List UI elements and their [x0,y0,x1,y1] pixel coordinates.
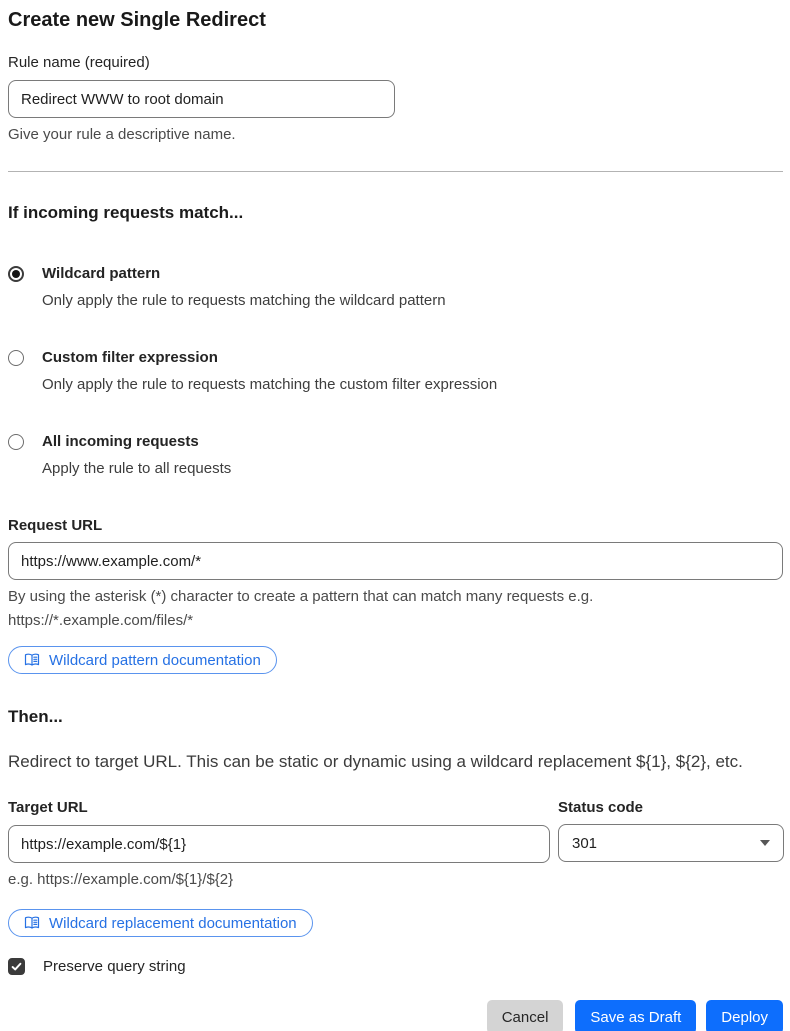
wildcard-pattern-documentation-button[interactable] [8,646,277,674]
target-url-input[interactable] [8,825,550,863]
rule-name-help: Give your rule a descriptive name. [8,126,236,143]
then-section-description: Redirect to target URL. This can be static or dynamic using a wildcard replacement ${1}, ${2}, etc. [8,752,743,771]
book-icon [24,915,40,931]
save-as-draft-button[interactable]: Save as Draft [575,1000,696,1031]
doc-button-label: Wildcard pattern documentation [49,651,261,669]
form-actions [8,1000,783,1031]
match-options-group [8,264,783,479]
preserve-query-string-option[interactable] [8,958,783,975]
radio-option-label: Wildcard pattern [42,265,161,282]
match-section-heading: If incoming requests match... [8,203,244,222]
section-divider [8,171,783,172]
status-code-select[interactable] [558,824,784,862]
status-code-label: Status code [558,799,644,816]
chevron-down-icon [760,840,770,846]
rule-name-input[interactable] [8,80,395,118]
radio-icon[interactable] [8,266,24,282]
radio-option-wildcard-pattern[interactable] [8,264,783,311]
checkbox-icon[interactable] [8,958,25,975]
radio-option-all-incoming-requests[interactable] [8,432,783,479]
radio-icon[interactable] [8,350,24,366]
radio-option-custom-filter-expression[interactable] [8,348,783,395]
request-url-help: By using the asterisk (*) character to create a pattern that can match many requests e.g. https://*.example.com/files/* [8,588,594,629]
preserve-query-string-label: Preserve query string [43,958,186,975]
request-url-label: Request URL [8,517,103,534]
then-section-heading: Then... [8,707,63,726]
radio-option-description: Apply the rule to all requests [42,460,232,477]
page-title: Create new Single Redirect [8,9,266,31]
radio-option-label: All incoming requests [42,433,199,450]
cancel-button[interactable]: Cancel [487,1000,564,1031]
status-code-selected-value: 301 [572,834,598,852]
radio-icon[interactable] [8,434,24,450]
doc-button-label: Wildcard replacement documentation [49,914,297,932]
radio-option-description: Only apply the rule to requests matching the custom filter expression [42,376,498,393]
target-and-status-row [8,798,783,892]
wildcard-replacement-documentation-button[interactable] [8,909,313,937]
create-redirect-form [0,6,790,1031]
deploy-button[interactable]: Deploy [706,1000,783,1031]
rule-name-label: Rule name (required) [8,54,150,71]
target-url-help: e.g. https://example.com/${1}/${2} [8,871,234,888]
radio-option-description: Only apply the rule to requests matching the wildcard pattern [42,292,446,309]
request-url-input[interactable] [8,542,783,580]
book-icon [24,652,40,668]
radio-option-label: Custom filter expression [42,349,218,366]
target-url-label: Target URL [8,799,88,816]
